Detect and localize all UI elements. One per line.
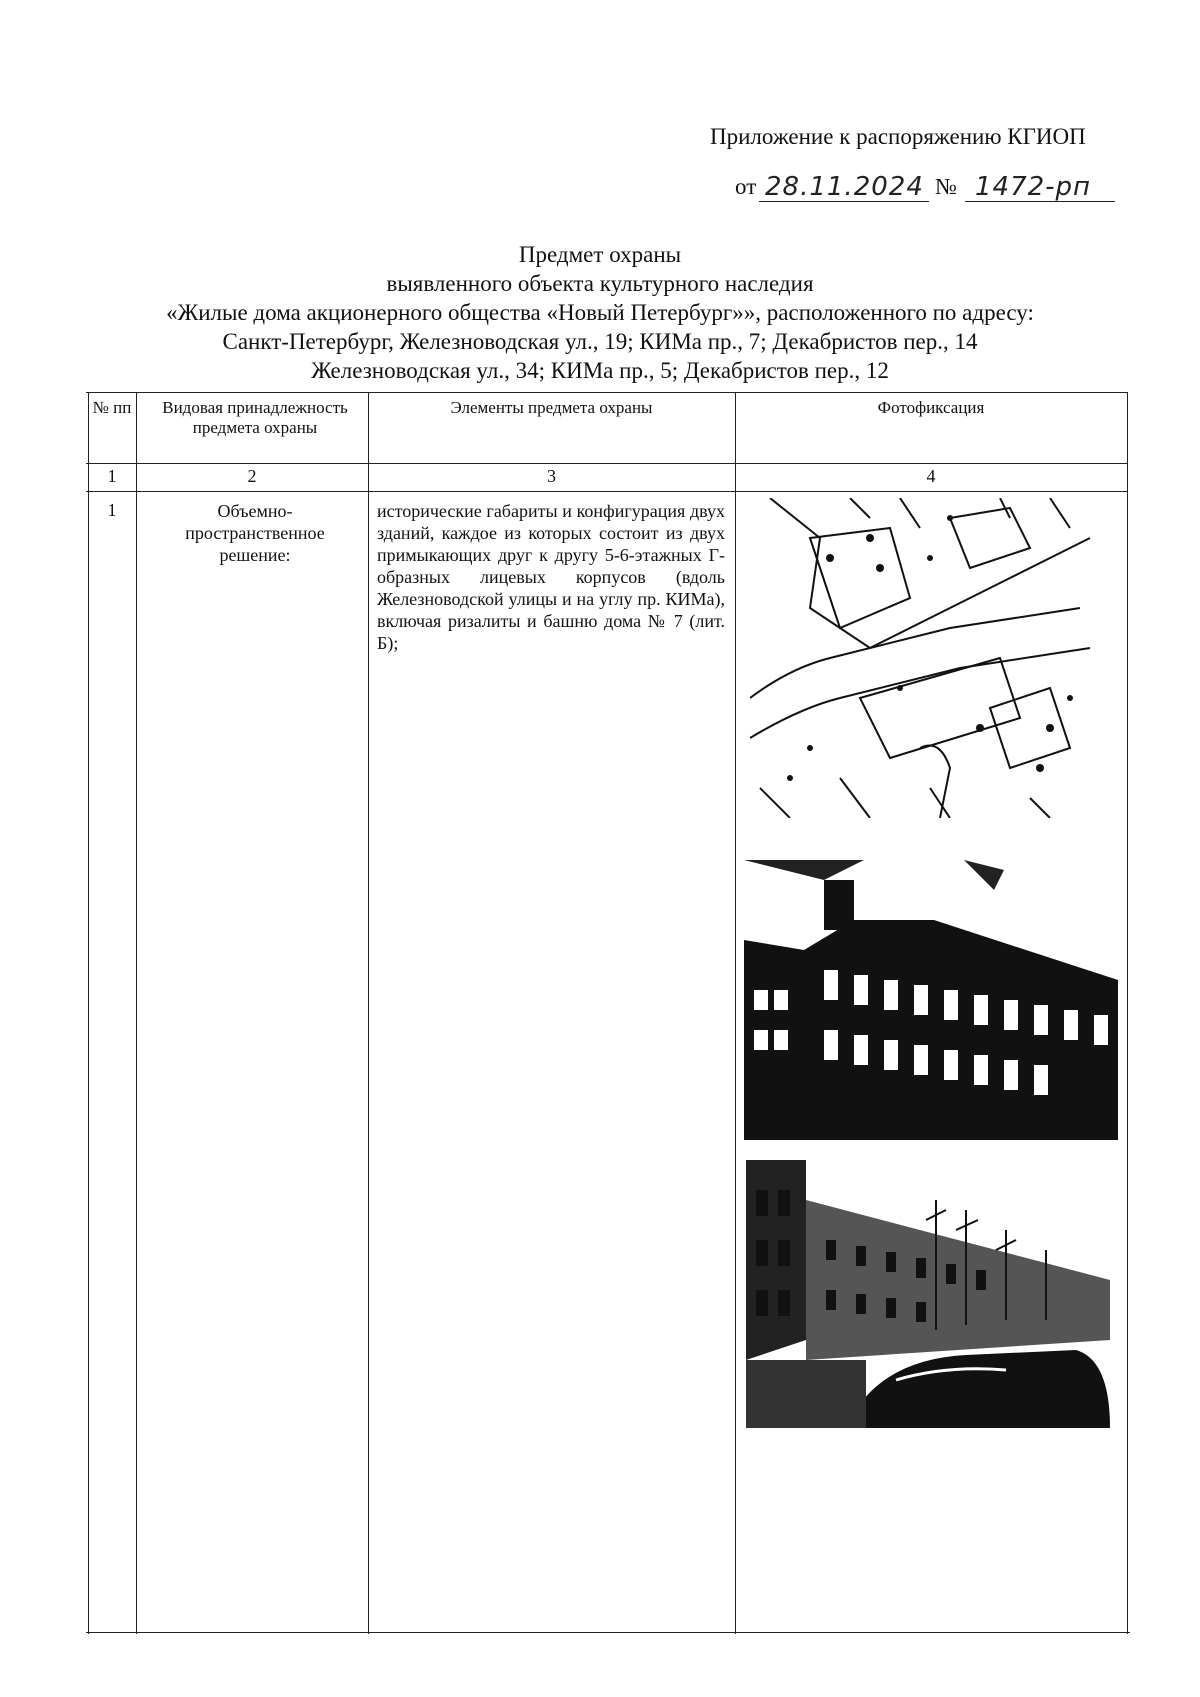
col-number-1: 1 <box>107 466 117 486</box>
document-title <box>80 240 1120 385</box>
row-index: 1 <box>107 500 117 520</box>
order-date: 28.11.2024 <box>765 172 924 202</box>
title-line-3: «Жилые дома акционерного общества «Новый Петербург»», расположенного по адресу: <box>166 300 1034 325</box>
title-line-1: Предмет охраны <box>518 242 682 267</box>
header-category: Видовая принадлежность предмета охраны <box>162 398 348 437</box>
order-number: 1472-рп <box>975 172 1092 202</box>
header-divider <box>86 463 1128 464</box>
header-elements: Элементы предмета охраны <box>450 398 653 417</box>
col-number-3: 3 <box>547 466 556 486</box>
col2-divider <box>368 392 369 1634</box>
row-elements: исторические габариты и конфигурация двух зданий, каждое из которых состоит из двух примыкающих друг к другу 5-6-этажных Г-образных лицевых корпусов (вдоль Железноводской улицы и на углу пр. КИМа), включая ризалиты и башню дома № 7 (лит. Б); <box>377 501 725 653</box>
col-number-2: 2 <box>247 466 257 486</box>
site-plan-map <box>750 498 1100 818</box>
table-bottom-border <box>86 1632 1130 1633</box>
row-category: Объемно-пространственное решение: <box>185 501 325 565</box>
col3-divider <box>735 392 736 1634</box>
building-photo-street <box>746 1160 1110 1428</box>
title-line-2: выявленного объекта культурного наследия <box>386 271 814 296</box>
table-top-border <box>86 392 1128 393</box>
header-number: № пп <box>92 398 132 417</box>
col-number-4: 4 <box>926 466 936 486</box>
building-photo-corner <box>744 860 1118 1140</box>
table-left-border <box>88 392 89 1634</box>
col1-divider <box>136 392 137 1634</box>
appendix-title: Приложение к распоряжению КГИОП <box>710 124 1086 149</box>
header-photo: Фотофиксация <box>877 398 985 417</box>
title-line-4: Санкт-Петербург, Железноводская ул., 19; КИМа пр., 7; Декабристов пер., 14 <box>222 329 978 354</box>
table-right-border <box>1127 392 1128 1634</box>
order-number-label: № <box>935 174 957 199</box>
order-prefix: от <box>735 174 757 199</box>
order-reference <box>735 168 1115 208</box>
numbers-divider <box>86 491 1128 492</box>
title-line-5: Железноводская ул., 34; КИМа пр., 5; Декабристов пер., 12 <box>311 358 889 383</box>
